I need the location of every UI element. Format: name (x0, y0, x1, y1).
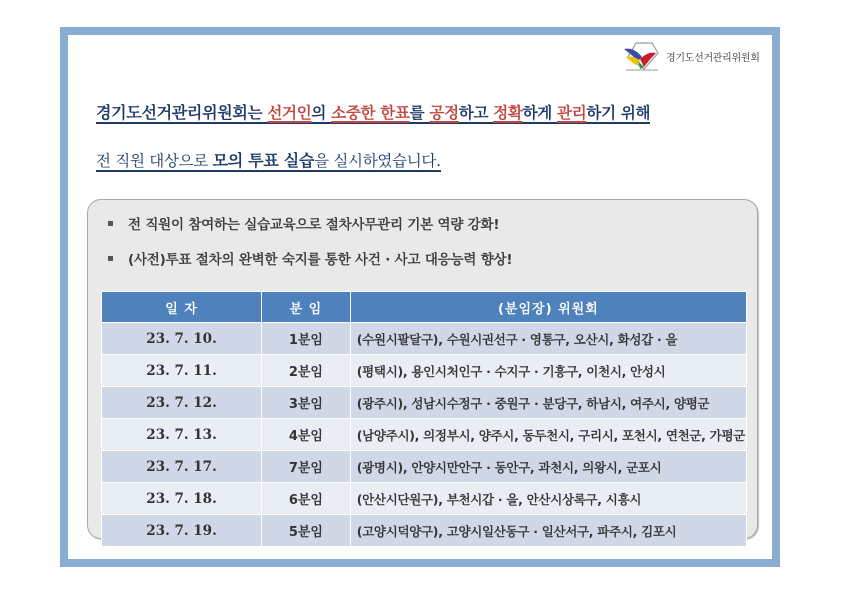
headline-text: 를 (409, 104, 430, 122)
cell-committee: (평택시), 용인시처인구 · 수지구 · 기흥구, 이천시, 안성시 (350, 355, 746, 387)
content-box (87, 199, 758, 539)
cell-committee: (안산시단원구), 부천시갑 · 을, 안산시상록구, 시흥시 (350, 483, 746, 515)
highlight-text: 관리 (557, 104, 587, 122)
highlight-text: 소중한 한표 (331, 104, 410, 122)
headline-text: 는 (247, 104, 268, 122)
table-row (102, 419, 747, 451)
highlight-text: 정확 (493, 104, 523, 122)
cell-date: 23. 7. 18. (102, 483, 262, 515)
highlight-text: 선거인 (267, 104, 312, 122)
bullet-text: (사전)투표 절차의 완벽한 숙지를 통한 사건 · 사고 대응능력 향상! (128, 252, 513, 268)
cell-committee: (광명시), 안양시만안구 · 동안구, 과천시, 의왕시, 군포시 (350, 451, 746, 483)
cell-date: 23. 7. 13. (102, 419, 262, 451)
table-row (102, 515, 747, 547)
cell-group: 3분임 (262, 387, 351, 419)
cell-group: 6분임 (262, 483, 351, 515)
cell-group: 5분임 (262, 515, 351, 547)
headline-text: 을 실시하였습니다. (314, 152, 441, 170)
header-committee: (분임장) 위원회 (350, 292, 746, 323)
table-row (102, 451, 747, 483)
bullet-item (108, 213, 499, 233)
cell-group: 4분임 (262, 419, 351, 451)
cell-committee: (광주시), 성남시수정구 · 중원구 · 분당구, 하남시, 여주시, 양평군 (350, 387, 746, 419)
headline-text: 하게 (522, 104, 558, 122)
cell-date: 23. 7. 19. (102, 515, 262, 547)
cell-date: 23. 7. 10. (102, 323, 262, 355)
cell-committee: (남양주시), 의정부시, 양주시, 동두천시, 구리시, 포천시, 연천군, 가평군 (350, 419, 746, 451)
cell-group: 1분임 (262, 323, 351, 355)
bullet-square-icon (108, 221, 113, 226)
bullet-text: 전 직원이 참여하는 실습교육으로 절차사무관리 기본 역량 강화! (128, 217, 500, 233)
headline-line-1 (96, 104, 650, 124)
table-row (102, 323, 747, 355)
nec-logo-icon (622, 39, 662, 73)
headline-text: 의 (311, 104, 332, 122)
cell-date: 23. 7. 11. (102, 355, 262, 387)
headline-line-2 (96, 152, 441, 172)
table-row (102, 387, 747, 419)
logo-text: 경기도선거관리위원회 (666, 52, 760, 64)
cell-date: 23. 7. 17. (102, 451, 262, 483)
highlight-text: 모의 투표 실습 (212, 151, 315, 170)
table-row (102, 483, 747, 515)
cell-group: 2분임 (262, 355, 351, 387)
cell-group: 7분임 (262, 451, 351, 483)
bullet-item (108, 248, 512, 268)
bullet-square-icon (108, 256, 113, 261)
headline-text: 전 직원 대상으로 (96, 152, 213, 170)
table-header-row (102, 292, 747, 323)
highlight-text: 공정 (429, 104, 459, 122)
headline-text: 하고 (458, 104, 494, 122)
org-name: 경기도선거관리위원회 (96, 103, 248, 122)
table-row (102, 355, 747, 387)
header-date: 일 자 (102, 292, 262, 323)
headline-text: 하기 위해 (586, 104, 651, 122)
cell-date: 23. 7. 12. (102, 387, 262, 419)
cell-committee: (고양시덕양구), 고양시일산동구 · 일산서구, 파주시, 김포시 (350, 515, 746, 547)
header-group: 분 임 (262, 292, 351, 323)
cell-committee: (수원시팔달구), 수원시권선구 · 영통구, 오산시, 화성갑 · 을 (350, 323, 746, 355)
schedule-table (101, 291, 747, 547)
logo (622, 38, 760, 74)
